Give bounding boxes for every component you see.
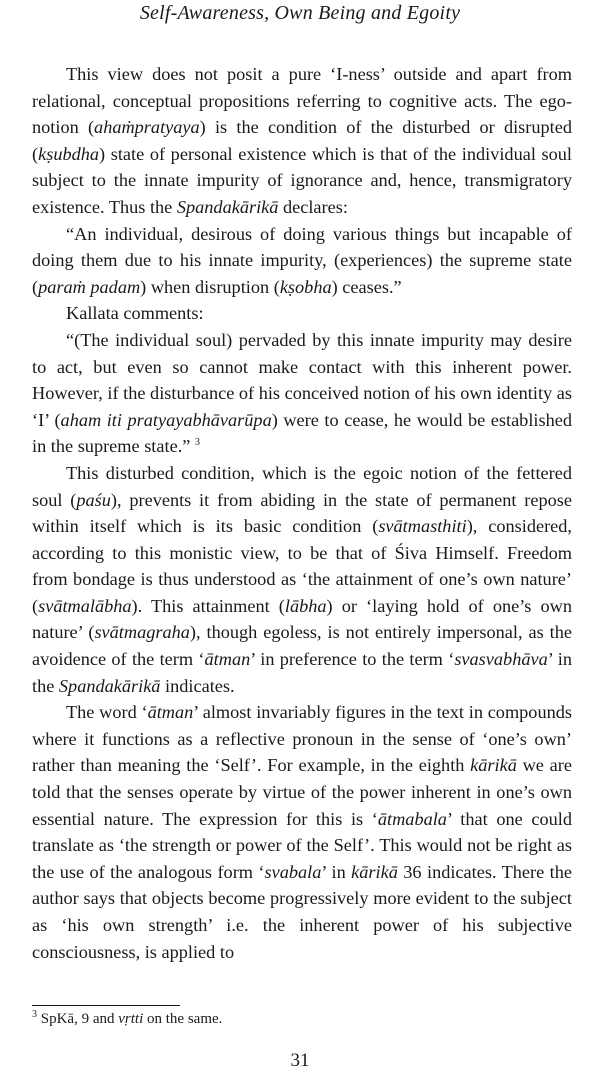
text-run: ’ almost invariably figures in the text in compounds where it functions as a reflective pronoun in the sense of ‘one’s own’ rather than meaning the ‘Self’. For example, in the eighth [32, 702, 572, 776]
paragraph [32, 699, 572, 965]
italic-term: kārikā [470, 755, 517, 776]
text-run: ). This attainment ( [131, 595, 285, 616]
text-run: ’ in preference to the term ‘ [250, 649, 455, 670]
text-run: “An individual, desirous of doing various things but incapable of doing them due to his innate impurity, (experiences) the supreme state ( [32, 223, 572, 297]
italic-term: svātmagraha [94, 622, 190, 643]
italic-term: lābha [284, 595, 327, 616]
italic-term: Spandakārikā [58, 675, 161, 696]
text-run: 36 indicates. There the author says that objects become progressively more evident to the subject as ‘his own strength’ i.e. the inherent power of his subjective consciousness, is applied to [32, 861, 572, 962]
text-run: ) were to cease, he would be established in the supreme state.” [32, 409, 572, 457]
text-run: ’ in [321, 861, 352, 882]
text-run: ) state of personal existence which is that of the individual soul subject to the innate impurity of ignorance and, hence, transmigratory existence. Thus the [32, 143, 572, 217]
italic-term: ātman [204, 649, 251, 670]
footnote-text-italic: vṛtti [118, 1011, 144, 1027]
paragraph [32, 221, 572, 301]
italic-term: svātmasthiti [378, 516, 467, 537]
text-run: indicates. [160, 675, 235, 696]
italic-term: kṣubdha [38, 143, 100, 164]
text-run: The word ‘ [66, 702, 148, 723]
italic-term: paśu [76, 489, 111, 510]
text-run: declares: [278, 196, 348, 217]
italic-term: svasvabhāva [454, 649, 548, 670]
footnote-reference: 3 [194, 437, 200, 449]
paragraph [32, 300, 572, 327]
text-run: ), though egoless, is not entirely impersonal, as the avoidence of the term ‘ [32, 622, 572, 670]
text-run: “(The individual soul) pervaded by this innate impurity may desire to act, but even so cannot make contact with this inherent power. However, if the disturbance of his conceived notion of his own identity as ‘I’ ( [32, 329, 572, 430]
italic-term: ahaṁpratyaya [94, 117, 200, 138]
text-run: ), considered, according to this monistic view, to be that of Śiva Himself. Freedom from bondage is thus understood as ‘the attainment of one’s own nature’ ( [32, 516, 572, 616]
text-run: ’ that one could translate as ‘the strength or power of the Self’. This would not be right as the use of the analogous form ‘ [32, 808, 572, 882]
footnote [32, 1009, 572, 1029]
text-run: ’ in the [32, 649, 572, 696]
paragraph [32, 460, 572, 699]
footnote-marker: 3 [32, 1009, 37, 1020]
footnote-text-after: on the same. [143, 1011, 223, 1027]
text-run: ), prevents it from abiding in the state of permanent repose within itself which is its basic condition ( [32, 489, 573, 537]
italic-term: kārikā [351, 861, 398, 882]
italic-term: ātman [147, 702, 194, 723]
italic-term: kṣobha [279, 276, 332, 297]
paragraph [32, 327, 572, 460]
italic-term: ātmabala [377, 808, 447, 829]
text-run: ) is the condition of the disturbed or disrupted ( [32, 117, 572, 164]
text-run: we are told that the senses operate by virtue of the power inherent in one’s own essential nature. The expression for this is ‘ [32, 755, 572, 829]
italic-term: svabala [264, 861, 322, 882]
text-run: This view does not posit a pure ‘I-ness’ outside and apart from relational, conceptual propositions referring to cognitive acts. The ego-notion ( [32, 64, 572, 138]
italic-term: svātmalābha [38, 595, 132, 616]
text-run: This disturbed condition, which is the egoic notion of the fettered soul ( [32, 462, 572, 510]
text-run: ) when disruption ( [140, 276, 280, 297]
italic-term: paraṁ padam [38, 276, 141, 297]
text-run: ) or ‘laying hold of one’s own nature’ ( [32, 595, 572, 643]
running-head: Self-Awareness, Own Being and Egoity [139, 2, 461, 24]
italic-term: Spandakārikā [176, 196, 279, 217]
paragraph [32, 61, 572, 221]
footnote-rule [32, 1005, 180, 1006]
text-run: ) ceases.” [331, 276, 402, 297]
text-run: Kallata comments: [66, 303, 204, 324]
page-number: 31 [290, 1050, 310, 1071]
body-text [32, 61, 572, 965]
footnote-text-before: SpKā, 9 and [37, 1011, 119, 1027]
italic-term: aham iti pratyayabhāvarūpa [60, 409, 272, 430]
